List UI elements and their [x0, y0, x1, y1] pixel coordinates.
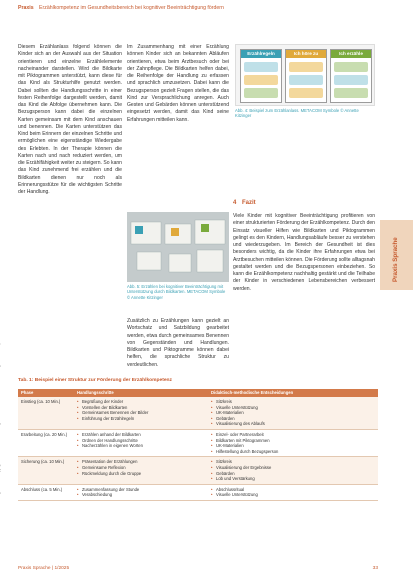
table-header-cell: Didaktisch-methodische Entscheidungen	[208, 389, 378, 397]
body-column-left	[18, 44, 122, 374]
picture-card	[285, 49, 327, 103]
steps-list	[77, 432, 205, 449]
card-label: Ich erzähle	[331, 50, 371, 58]
list-item: • Einführung der Erzählregeln	[77, 416, 205, 422]
picture-card	[240, 49, 282, 103]
side-copyright-text	[0, 15, 1, 555]
phase-cell: Erarbeitung (ca. 20 Min.)	[18, 429, 74, 456]
list-item: • Gebärden	[211, 416, 375, 422]
page-footer	[18, 566, 378, 571]
list-item: • Begrüßung der Kinder	[77, 399, 205, 405]
list-item: • Gemeinsames Benennen der Bilder	[77, 410, 205, 416]
list-item: • Zusammenfassung der Stunde	[77, 487, 205, 493]
decisions-cell	[208, 429, 378, 456]
card-label: Erzählregeln	[241, 50, 281, 58]
list-item: • Gemeinsame Reflexion	[77, 465, 205, 471]
list-item: • Lob und Verstärkung	[211, 476, 375, 482]
figure-4-image	[235, 44, 375, 106]
body-column-middle-bottom	[127, 318, 229, 374]
card-pictogram	[289, 75, 323, 85]
journal-name: Praxis	[18, 5, 34, 11]
phase-cell: Einstieg (ca. 10 Min.)	[18, 397, 74, 429]
side-copyright-strip	[0, 0, 9, 585]
list-item: • Nacherzählen in eigenen Worten	[77, 443, 205, 449]
list-item: • Präsentation der Erzählungen	[77, 459, 205, 465]
decisions-list	[211, 432, 375, 454]
table-header-cell: Handlungsschritte	[74, 389, 208, 397]
page-header	[18, 5, 398, 15]
list-item: • Visuelle Unterstützung	[211, 405, 375, 411]
decisions-cell	[208, 457, 378, 484]
list-item: • Bildkarten mit Piktogrammen	[211, 438, 375, 444]
steps-list	[77, 399, 205, 421]
list-item: • Visualisierung der Ergebnisse	[211, 465, 375, 471]
list-item: • Visualisierung des Ablaufs	[211, 421, 375, 427]
paragraph: Zusätzlich zu Erzählungen kann gezielt an Wortschatz und Satzbildung gearbeitet werden, etwa durch gemeinsames Benennen von Gegenständen und Handlungen. Bildkarten und Piktogramme können dabei helfen, die sprachliche Struktur zu verdeutlichen.	[127, 318, 229, 368]
list-item: • Rückmeldung durch die Gruppe	[77, 471, 205, 477]
table-row	[18, 457, 378, 484]
list-item: • UK-Materialien	[211, 443, 375, 449]
body-column-right	[233, 213, 375, 373]
list-item: • UK-Materialien	[211, 410, 375, 416]
structure-table	[18, 389, 378, 501]
card-pictogram	[334, 88, 368, 98]
section-title: Fazit	[242, 200, 256, 206]
picture-card	[330, 49, 372, 103]
decisions-list	[211, 459, 375, 481]
card-label: Ich höre zu	[286, 50, 326, 58]
table-title: Tab. 1: Beispiel einer Struktur zur Förderung der Erzählkompetenz	[18, 378, 172, 383]
card-pictogram	[334, 62, 368, 72]
photo-illustration	[127, 212, 229, 282]
section-heading	[233, 200, 256, 206]
table-row	[18, 397, 378, 429]
section-number: 4	[233, 200, 237, 206]
card-pictogram	[289, 88, 323, 98]
steps-list	[77, 487, 205, 498]
steps-cell	[74, 429, 208, 456]
list-item: • Vorstellen der Bildkarten	[77, 405, 205, 411]
card-pictogram	[289, 62, 323, 72]
figure-5-caption: Abb. 5: Erzählen bei kognitiver Beeinträchtigung mit Unterstützung durch Bildkarten. METACOM Symbole © Annette Kitzinger	[127, 284, 226, 300]
footer-journal: Praxis Sprache | 1/2025	[18, 566, 70, 571]
list-item: • Hilfestellung durch Bezugsperson	[211, 449, 375, 455]
decisions-list	[211, 487, 375, 498]
list-item: • Sitzkreis	[211, 459, 375, 465]
list-item: • Gebärden	[211, 471, 375, 477]
card-pictogram	[334, 75, 368, 85]
table-header-row	[18, 389, 378, 397]
list-item: • Ordnen der Handlungsschritte	[77, 438, 205, 444]
table-row	[18, 429, 378, 456]
table-header-cell: Phase	[18, 389, 74, 397]
figure-5-photo	[127, 212, 229, 282]
article-title: Erzählkompetenz im Gesundheitsbereich bei kognitiver Beeinträchtigung fördern	[39, 5, 224, 11]
steps-cell	[74, 457, 208, 484]
decisions-cell	[208, 484, 378, 500]
paragraph: Diesem Erzählanlass folgend können die Kinder sich an der Auswahl aus der Situation orientieren und einzelne Erzählelemente nacheinander darstellen. Wird die Bildkarte mit Piktogrammen unterstützt, kann diese für das Kind als Strukturhilfe genutzt werden. Dabei sollten die Handlungsschritte in einer festen Reihenfolge dargestellt werden, damit das Kind die Abfolge übernehmen kann. Die Bezugsperson kann dabei die einzelnen Karten gemeinsam mit dem Kind anschauen und benennen. Die Karten unterstützen das Kind beim Erinnern der einzelnen Schritte und ermöglichen eine eigenständige Wiedergabe des Erlebten. In der Therapie können die Karten nach und nach reduziert werden, um die Erzählfähigkeit weiter zu steigern. So kann das Kind zunehmend frei erzählen und die Bildkarten dienen nur noch als Erinnerungsstütze für die wichtigsten Schritte der Handlung.	[18, 44, 122, 195]
body-column-middle-top	[127, 44, 229, 209]
figure-4-caption: Abb. 4: Beispiel zum Erzählanlass. METACOM Symbole © Annette Kitzinger	[235, 108, 359, 119]
page-number: 33	[372, 566, 378, 571]
paragraph: Viele Kinder mit kognitiver Beeinträchtigung profitieren von einer strukturierten Förderung der Erzählkompetenz. Durch den Einsatz visueller Hilfen wie Bildkarten und Piktogrammen gelingt es den Kindern, Handlungsabläufe besser zu verstehen und wiederzugeben. Im Bereich der Gesundheit ist dies besonders wichtig, da die Kinder ihre Erfahrungen etwa bei Arztbesuchen mitteilen können. Die Förderung sollte alltagsnah gestaltet werden und die Bezugspersonen einbeziehen. So kann die Erzählkompetenz nachhaltig gestärkt und die Teilhabe der Kinder in verschiedenen Lebensbereichen verbessert werden.	[233, 213, 375, 292]
section-tab-label: Praxis Sprache	[392, 237, 399, 282]
phase-cell: Sicherung (ca. 10 Min.)	[18, 457, 74, 484]
section-tab	[380, 220, 413, 290]
decisions-list	[211, 399, 375, 427]
phase-cell: Abschluss (ca. 5 Min.)	[18, 484, 74, 500]
list-item: • Abschlussritual	[211, 487, 375, 493]
steps-cell	[74, 397, 208, 429]
paragraph: Im Zusammenhang mit einer Erzählung können Kinder sich an bekannten Abläufen orientieren, etwa beim Arztbesuch oder bei der Zahnpflege. Die Bildkarten helfen dabei, die Reihenfolge der Handlung zu erfassen und sprachlich umzusetzen. Dabei kann die Bezugsperson gezielt Fragen stellen, die das Kind zur Versprachlichung anregen. Auch Gesten und Gebärden können unterstützend eingesetzt werden, damit das Kind seine Erfahrungen mitteilen kann.	[127, 44, 229, 123]
steps-list	[77, 459, 205, 476]
list-item: • Sitzkreis	[211, 399, 375, 405]
list-item: • Einzel- oder Partnerarbeit	[211, 432, 375, 438]
card-pictogram	[244, 62, 278, 72]
decisions-cell	[208, 397, 378, 429]
steps-cell	[74, 484, 208, 500]
list-item: • Verabschiedung	[77, 492, 205, 498]
table-1	[18, 378, 378, 550]
list-item: • Visuelle Unterstützung	[211, 492, 375, 498]
card-pictogram	[244, 75, 278, 85]
list-item: • Erzählen anhand der Bildkarten	[77, 432, 205, 438]
card-pictogram	[244, 88, 278, 98]
table-row	[18, 484, 378, 500]
